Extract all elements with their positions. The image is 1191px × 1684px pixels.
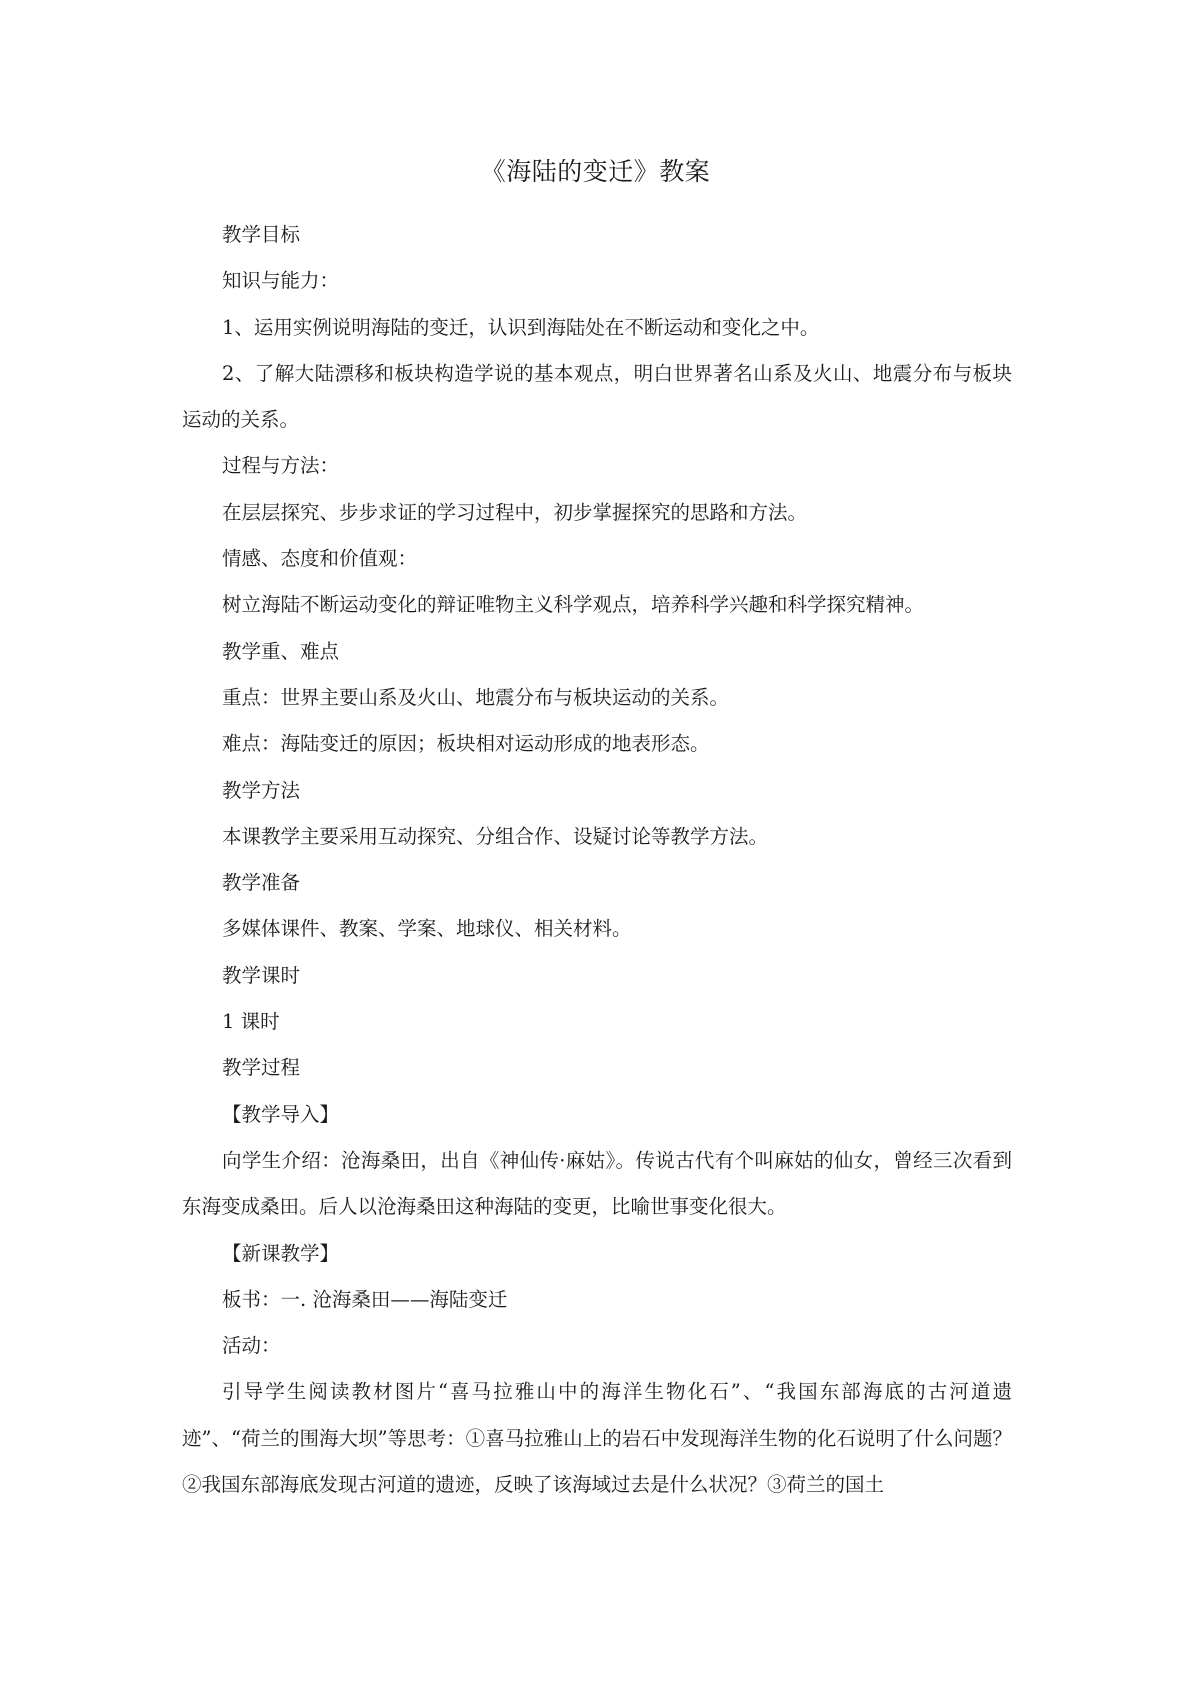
section-introduction: 【教学导入】 <box>222 1102 340 1126</box>
document-body <box>182 212 1012 1508</box>
section-new-lesson: 【新课教学】 <box>222 1241 340 1265</box>
paragraph-difficult-point: 难点：海陆变迁的原因；板块相对运动形成的地表形态。 <box>222 732 710 756</box>
paragraph-class-hours: 1 课时 <box>222 1010 280 1034</box>
paragraph-teaching-preparation: 多媒体课件、教案、学案、地球仪、相关材料。 <box>222 917 632 941</box>
heading-key-difficult-points: 教学重、难点 <box>222 639 340 663</box>
heading-class-hours: 教学课时 <box>222 963 301 987</box>
heading-teaching-method: 教学方法 <box>222 778 301 802</box>
subheading-emotion-attitude: 情感、态度和价值观： <box>222 547 418 571</box>
paragraph-emotion-attitude: 树立海陆不断运动变化的辩证唯物主义科学观点，培养科学兴趣和科学探究精神。 <box>222 593 925 617</box>
goal-item-1: 1、运用实例说明海陆的变迁，认识到海陆处在不断运动和变化之中。 <box>222 315 820 339</box>
paragraph-process-method: 在层层探究、步步求证的学习过程中，初步掌握探究的思路和方法。 <box>222 500 808 524</box>
subheading-process-method: 过程与方法： <box>222 454 340 478</box>
paragraph-teaching-method: 本课教学主要采用互动探究、分组合作、设疑讨论等教学方法。 <box>222 824 769 848</box>
subheading-knowledge-ability: 知识与能力： <box>222 269 340 293</box>
paragraph-activity-label: 活动： <box>222 1334 281 1358</box>
paragraph-activity: 引导学生阅读教材图片“喜马拉雅山中的海洋生物化石”、“我国东部海底的古河道遗迹”、“荷兰的围海大坝”等思考：①喜马拉雅山上的岩石中发现海洋生物的化石说明了什么问题？②我国东部海底发现古河道的遗迹，反映了该海域过去是什么状况？③荷兰的国土 <box>182 1380 1012 1497</box>
heading-teaching-process: 教学过程 <box>222 1056 301 1080</box>
paragraph-key-point: 重点：世界主要山系及火山、地震分布与板块运动的关系。 <box>222 685 730 709</box>
paragraph-blackboard: 板书：一. 沧海桑田——海陆变迁 <box>222 1287 508 1311</box>
heading-teaching-goals: 教学目标 <box>222 223 301 246</box>
heading-teaching-preparation: 教学准备 <box>222 871 301 895</box>
goal-item-2: 2、了解大陆漂移和板块构造学说的基本观点，明白世界著名山系及火山、地震分布与板块运动的关系。 <box>182 361 1012 432</box>
document-title: 《海陆的变迁》教案 <box>480 157 711 186</box>
paragraph-introduction: 向学生介绍：沧海桑田，出自《神仙传·麻姑》。传说古代有个叫麻姑的仙女，曾经三次看到东海变成桑田。后人以沧海桑田这种海陆的变更，比喻世事变化很大。 <box>182 1148 1012 1219</box>
